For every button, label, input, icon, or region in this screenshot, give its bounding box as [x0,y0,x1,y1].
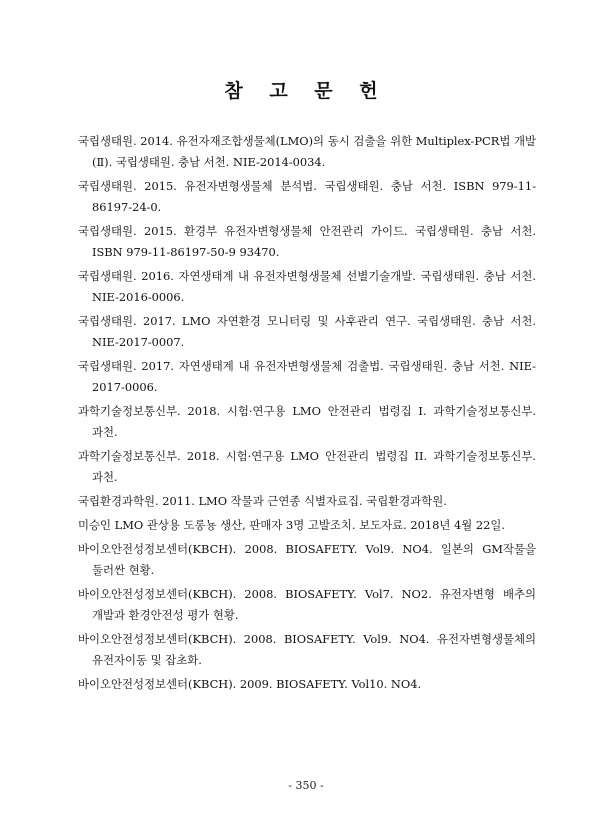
reference-item: 바이오안전성정보센터(KBCH). 2008. BIOSAFETY. Vol9. NO4. 유전자변형생물체의 유전자이동 및 잡초화. [78,632,536,667]
reference-item: 국립생태원. 2015. 환경부 유전자변형생물체 안전관리 가이드. 국립생태원. 충남 서천. ISBN 979-11-86197-50-9 93470. [78,224,536,259]
reference-item: 미승인 LMO 관상용 도롱뇽 생산, 판매자 3명 고발조치. 보도자료. 2018년 4월 22일. [78,518,505,532]
reference-item: 국립생태원. 2017. LMO 자연환경 모니터링 및 사후관리 연구. 국립생태원. 충남 서천. NIE-2017-0007. [78,314,536,349]
reference-item: 국립생태원. 2016. 자연생태계 내 유전자변형생물체 선별기술개발. 국립생태원. 충남 서천. NIE-2016-0006. [78,269,536,304]
reference-item: 바이오안전성정보센터(KBCH). 2009. BIOSAFETY. Vol10. NO4. [78,677,422,691]
reference-item: 국립생태원. 2017. 자연생태계 내 유전자변형생물체 검출법. 국립생태원. 충남 서천. NIE-2017-0006. [78,359,536,394]
page-number: - 350 - [288,779,324,792]
reference-item: 바이오안전성정보센터(KBCH). 2008. BIOSAFETY. Vol9. NO4. 일본의 GM작물을 둘러싼 현황. [78,542,536,577]
reference-item: 과학기술정보통신부. 2018. 시험·연구용 LMO 안전관리 법령집 I. 과학기술정보통신부. 과천. [78,404,536,439]
reference-item: 국립생태원. 2015. 유전자변형생물체 분석법. 국립생태원. 충남 서천. ISBN 979-11-86197-24-0. [78,179,536,214]
reference-item: 바이오안전성정보센터(KBCH). 2008. BIOSAFETY. Vol7. NO2. 유전자변형 배추의 개발과 환경안전성 평가 현황. [78,587,536,622]
page-title: 참 고 문 헌 [224,80,388,102]
reference-item: 국립환경과학원. 2011. LMO 작물과 근연종 식별자료집. 국립환경과학원. [78,494,447,508]
reference-item: 과학기술정보통신부. 2018. 시험·연구용 LMO 안전관리 법령집 II. 과학기술정보통신부. 과천. [78,449,536,484]
reference-list [78,131,536,698]
reference-item: 국립생태원. 2014. 유전자재조합생물체(LMO)의 동시 검출을 위한 Multiplex-PCR법 개발(Ⅱ). 국립생태원. 충남 서천. NIE-2014-0034. [78,134,536,169]
